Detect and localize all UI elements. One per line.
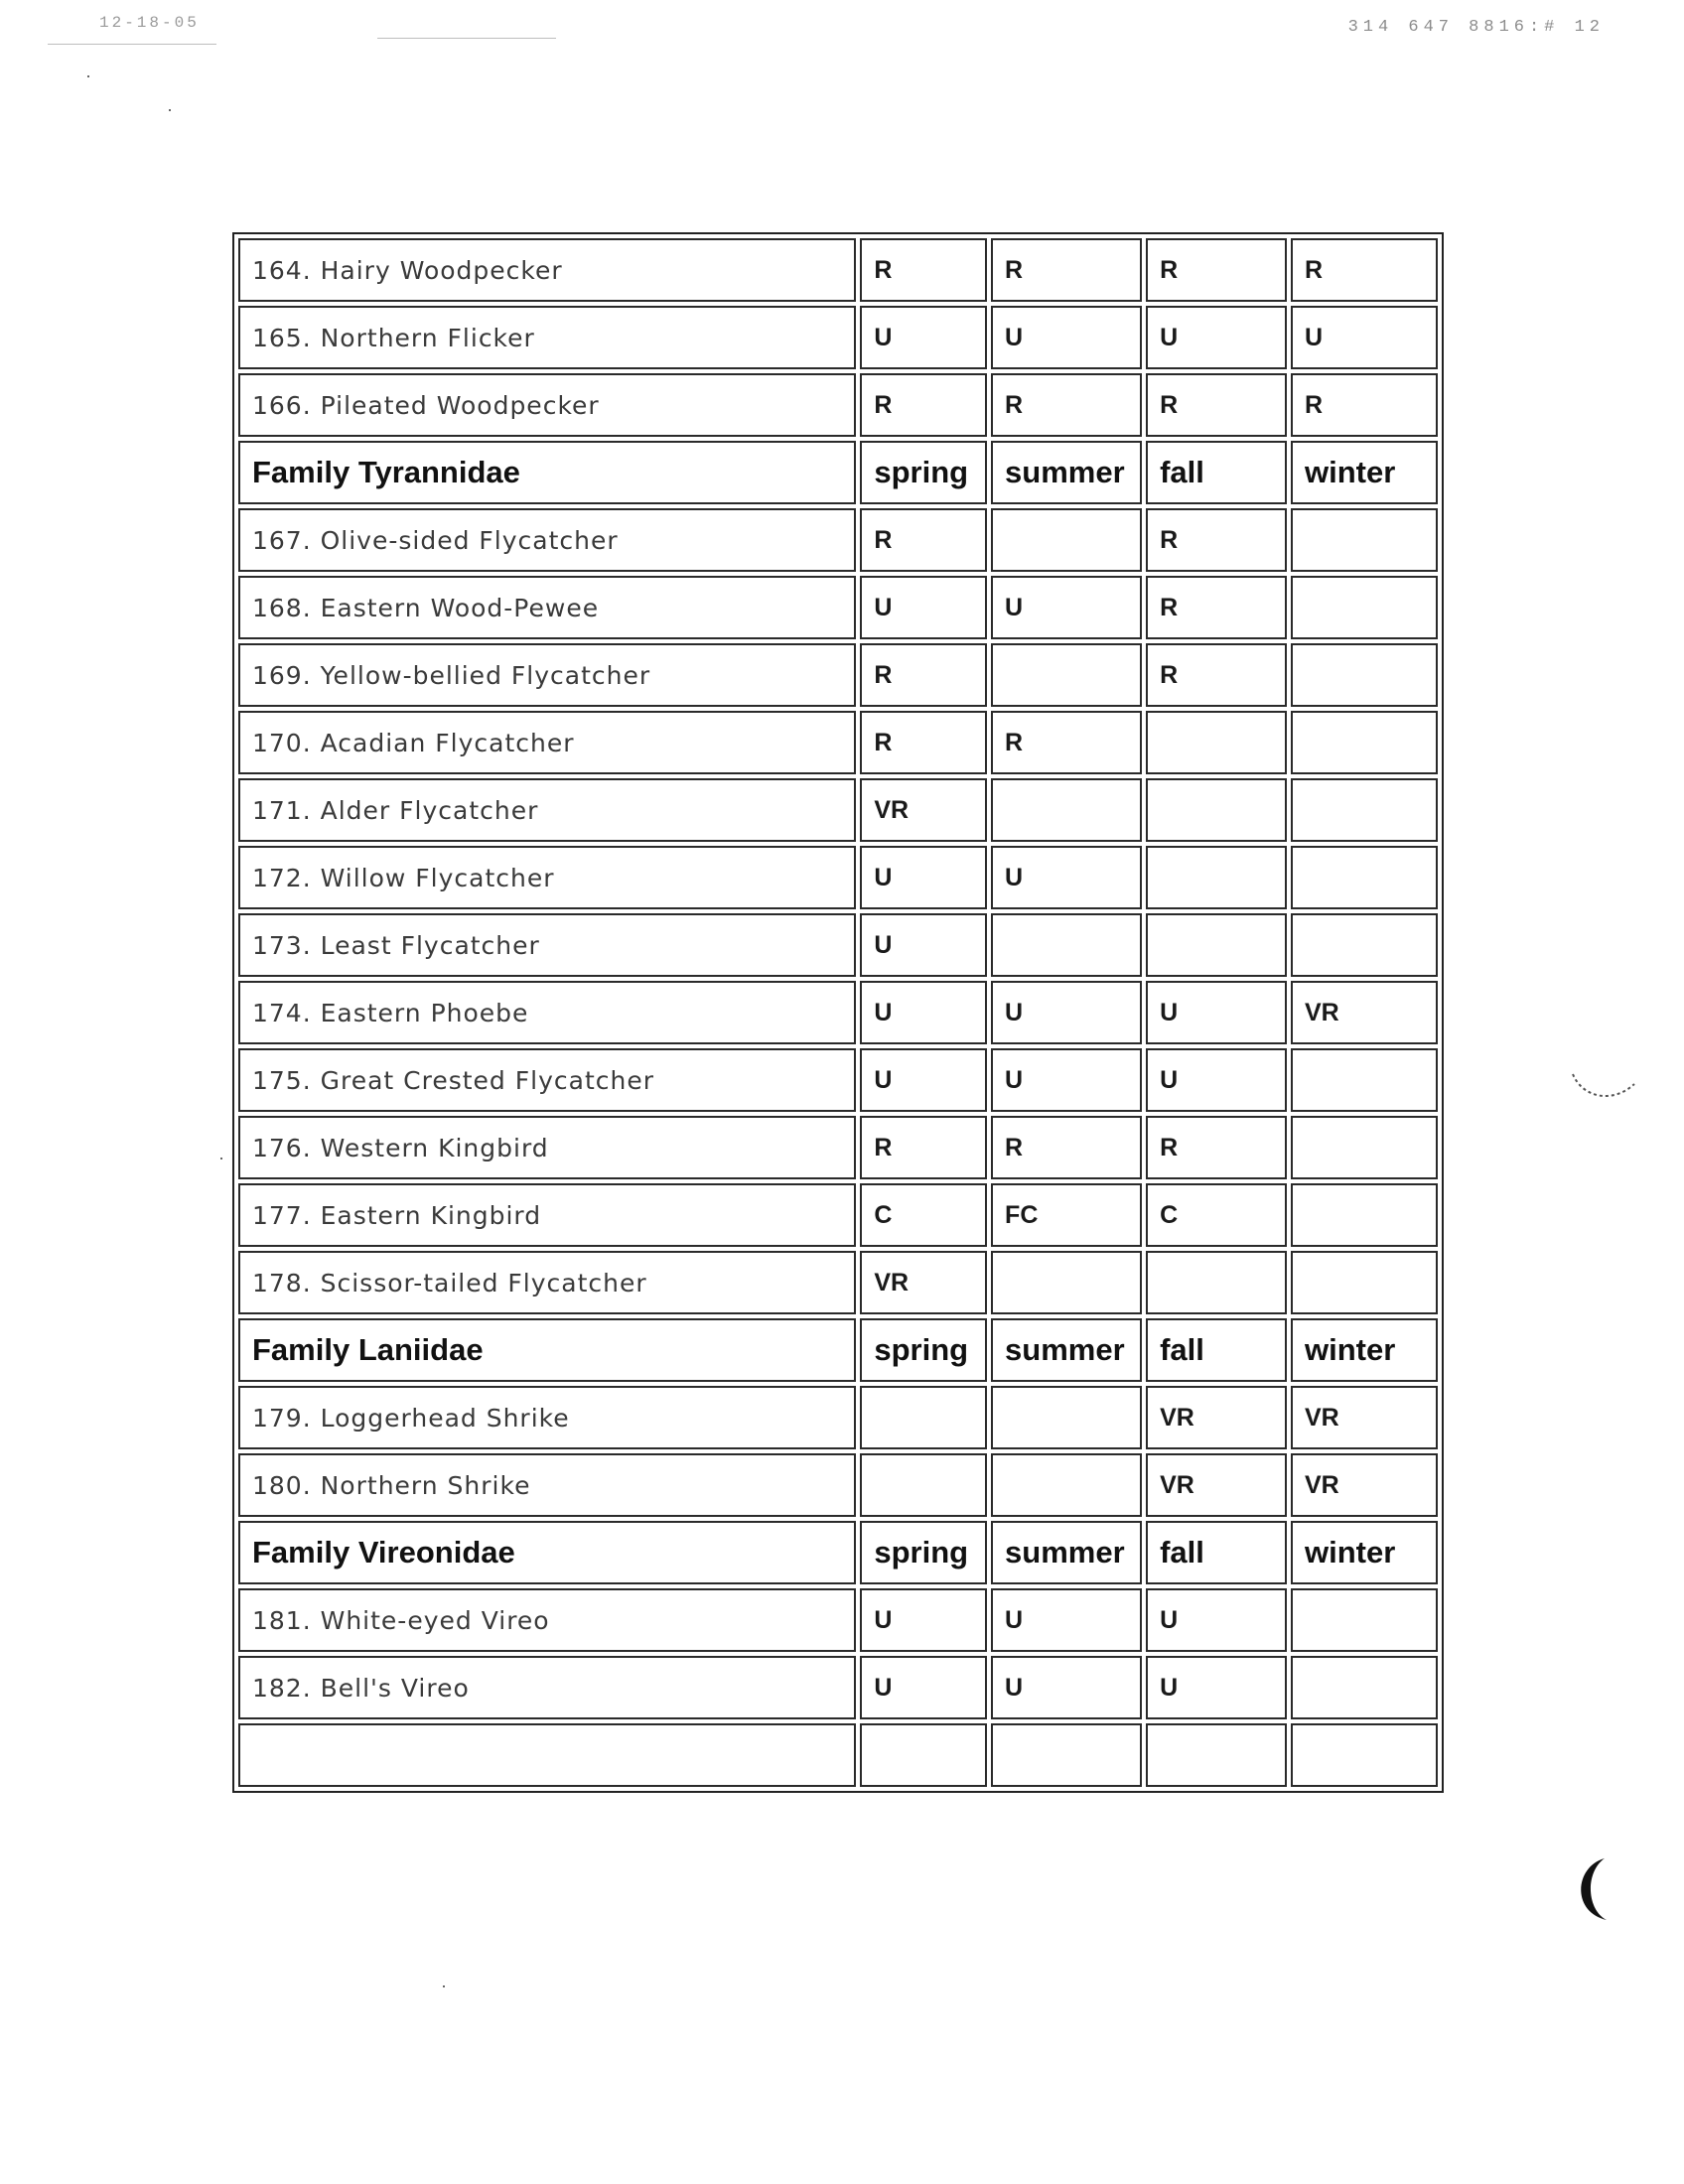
table-row: [238, 1656, 1438, 1719]
status-cell-fall: [1146, 913, 1287, 977]
status-cell-winter: [1291, 1116, 1438, 1179]
species-name-cell: 168. Eastern Wood-Pewee: [238, 576, 856, 639]
species-name-cell: 178. Scissor-tailed Flycatcher: [238, 1251, 856, 1314]
season-header-winter: winter: [1291, 441, 1438, 504]
status-cell-summer: FC: [991, 1183, 1142, 1247]
status-cell-fall: R: [1146, 508, 1287, 572]
status-cell-winter: [1291, 1656, 1438, 1719]
status-cell-fall: [1146, 1251, 1287, 1314]
table-row: [238, 1251, 1438, 1314]
species-name-cell: 171. Alder Flycatcher: [238, 778, 856, 842]
status-cell-summer: R: [991, 1116, 1142, 1179]
table-row: [238, 238, 1438, 302]
status-cell-fall: R: [1146, 373, 1287, 437]
table-row: [238, 1386, 1438, 1449]
status-cell-spring: U: [860, 913, 987, 977]
table-row: [238, 711, 1438, 774]
status-cell-spring: U: [860, 846, 987, 909]
fax-header-left: 12-18-05: [99, 14, 200, 32]
status-cell-fall: [1146, 711, 1287, 774]
table-row: [238, 1048, 1438, 1112]
status-cell-summer: [991, 643, 1142, 707]
season-header-summer: summer: [991, 441, 1142, 504]
status-cell-spring: R: [860, 1116, 987, 1179]
family-name-cell: Family Laniidae: [238, 1318, 856, 1382]
status-cell-summer: [991, 508, 1142, 572]
family-header-row: [238, 1318, 1438, 1382]
status-cell-fall: U: [1146, 1588, 1287, 1652]
margin-mark: [1569, 1070, 1638, 1110]
season-header-fall: fall: [1146, 1521, 1287, 1584]
status-cell-spring: VR: [860, 778, 987, 842]
status-cell-summer: U: [991, 576, 1142, 639]
status-cell-fall: R: [1146, 643, 1287, 707]
scan-dot: [169, 109, 171, 111]
season-header-summer: summer: [991, 1521, 1142, 1584]
table-row: [238, 373, 1438, 437]
status-cell-spring: U: [860, 576, 987, 639]
status-cell-summer: U: [991, 1048, 1142, 1112]
status-cell-fall: C: [1146, 1183, 1287, 1247]
table-row: [238, 846, 1438, 909]
status-cell-spring: U: [860, 1048, 987, 1112]
table-row: [238, 1183, 1438, 1247]
table-row: [238, 981, 1438, 1044]
status-cell-summer: [991, 1251, 1142, 1314]
species-name-cell: 167. Olive-sided Flycatcher: [238, 508, 856, 572]
status-cell-summer: [991, 778, 1142, 842]
bird-status-table-wrapper: [232, 232, 1444, 1793]
season-header-summer: summer: [991, 1318, 1142, 1382]
species-name-cell: 176. Western Kingbird: [238, 1116, 856, 1179]
status-cell-spring: VR: [860, 1251, 987, 1314]
status-cell-fall: U: [1146, 306, 1287, 369]
status-cell-winter: U: [1291, 306, 1438, 369]
species-name-cell: 177. Eastern Kingbird: [238, 1183, 856, 1247]
scan-speck: [48, 44, 216, 45]
status-cell-winter: VR: [1291, 1386, 1438, 1449]
table-row: [238, 508, 1438, 572]
status-cell-spring: U: [860, 1588, 987, 1652]
species-name-cell: 172. Willow Flycatcher: [238, 846, 856, 909]
status-cell-winter: [1291, 643, 1438, 707]
status-cell-summer: U: [991, 1656, 1142, 1719]
status-cell-fall: U: [1146, 1656, 1287, 1719]
table-row: [238, 1588, 1438, 1652]
family-name-cell: Family Vireonidae: [238, 1521, 856, 1584]
status-cell-summer: R: [991, 238, 1142, 302]
status-cell-winter: [1291, 1251, 1438, 1314]
status-cell-winter: [1291, 1723, 1438, 1787]
status-cell-spring: R: [860, 643, 987, 707]
status-cell-fall: [1146, 778, 1287, 842]
status-cell-summer: R: [991, 711, 1142, 774]
status-cell-winter: [1291, 846, 1438, 909]
status-cell-spring: [860, 1453, 987, 1517]
status-cell-summer: R: [991, 373, 1142, 437]
scan-dot: [87, 75, 89, 77]
season-header-spring: spring: [860, 1318, 987, 1382]
status-cell-spring: U: [860, 981, 987, 1044]
species-name-cell: 180. Northern Shrike: [238, 1453, 856, 1517]
season-header-spring: spring: [860, 1521, 987, 1584]
species-name-cell: 181. White-eyed Vireo: [238, 1588, 856, 1652]
status-cell-summer: [991, 1453, 1142, 1517]
status-cell-winter: [1291, 1048, 1438, 1112]
status-cell-winter: R: [1291, 373, 1438, 437]
status-cell-spring: R: [860, 508, 987, 572]
species-name-cell: 170. Acadian Flycatcher: [238, 711, 856, 774]
status-cell-summer: [991, 1723, 1142, 1787]
status-cell-spring: R: [860, 373, 987, 437]
status-cell-fall: VR: [1146, 1386, 1287, 1449]
status-cell-spring: R: [860, 711, 987, 774]
species-name-cell: [238, 1723, 856, 1787]
table-row: [238, 1723, 1438, 1787]
species-name-cell: 175. Great Crested Flycatcher: [238, 1048, 856, 1112]
status-cell-fall: R: [1146, 576, 1287, 639]
season-header-winter: winter: [1291, 1318, 1438, 1382]
status-cell-spring: R: [860, 238, 987, 302]
table-row: [238, 1116, 1438, 1179]
status-cell-summer: U: [991, 1588, 1142, 1652]
status-cell-winter: VR: [1291, 981, 1438, 1044]
scan-speck: [377, 38, 556, 39]
status-cell-fall: R: [1146, 1116, 1287, 1179]
status-cell-summer: U: [991, 306, 1142, 369]
season-header-fall: fall: [1146, 1318, 1287, 1382]
status-cell-winter: [1291, 711, 1438, 774]
season-header-spring: spring: [860, 441, 987, 504]
status-cell-fall: U: [1146, 1048, 1287, 1112]
status-cell-winter: VR: [1291, 1453, 1438, 1517]
family-name-cell: Family Tyrannidae: [238, 441, 856, 504]
family-header-row: [238, 441, 1438, 504]
season-header-fall: fall: [1146, 441, 1287, 504]
status-cell-summer: [991, 913, 1142, 977]
status-cell-spring: [860, 1386, 987, 1449]
species-name-cell: 164. Hairy Woodpecker: [238, 238, 856, 302]
status-cell-fall: [1146, 1723, 1287, 1787]
species-name-cell: 166. Pileated Woodpecker: [238, 373, 856, 437]
scan-dot: [443, 1985, 445, 1987]
species-name-cell: 179. Loggerhead Shrike: [238, 1386, 856, 1449]
status-cell-summer: U: [991, 846, 1142, 909]
table-row: [238, 913, 1438, 977]
binder-crescent-mark: [1567, 1854, 1620, 1924]
bird-status-table: [232, 232, 1444, 1793]
table-body: [238, 238, 1438, 1787]
table-row: [238, 576, 1438, 639]
status-cell-winter: [1291, 1183, 1438, 1247]
table-row: [238, 306, 1438, 369]
status-cell-fall: R: [1146, 238, 1287, 302]
status-cell-winter: [1291, 778, 1438, 842]
species-name-cell: 169. Yellow-bellied Flycatcher: [238, 643, 856, 707]
status-cell-winter: [1291, 508, 1438, 572]
status-cell-fall: U: [1146, 981, 1287, 1044]
status-cell-spring: U: [860, 306, 987, 369]
status-cell-winter: [1291, 913, 1438, 977]
status-cell-spring: [860, 1723, 987, 1787]
season-header-winter: winter: [1291, 1521, 1438, 1584]
status-cell-fall: VR: [1146, 1453, 1287, 1517]
status-cell-winter: [1291, 1588, 1438, 1652]
status-cell-fall: [1146, 846, 1287, 909]
species-name-cell: 174. Eastern Phoebe: [238, 981, 856, 1044]
status-cell-spring: C: [860, 1183, 987, 1247]
species-name-cell: 173. Least Flycatcher: [238, 913, 856, 977]
scan-dot: [220, 1158, 222, 1160]
status-cell-winter: R: [1291, 238, 1438, 302]
status-cell-winter: [1291, 576, 1438, 639]
family-header-row: [238, 1521, 1438, 1584]
species-name-cell: 182. Bell's Vireo: [238, 1656, 856, 1719]
status-cell-spring: U: [860, 1656, 987, 1719]
fax-header-right: 314 647 8816:# 12: [1347, 18, 1605, 37]
status-cell-summer: [991, 1386, 1142, 1449]
status-cell-summer: U: [991, 981, 1142, 1044]
species-name-cell: 165. Northern Flicker: [238, 306, 856, 369]
table-row: [238, 643, 1438, 707]
table-row: [238, 1453, 1438, 1517]
table-row: [238, 778, 1438, 842]
